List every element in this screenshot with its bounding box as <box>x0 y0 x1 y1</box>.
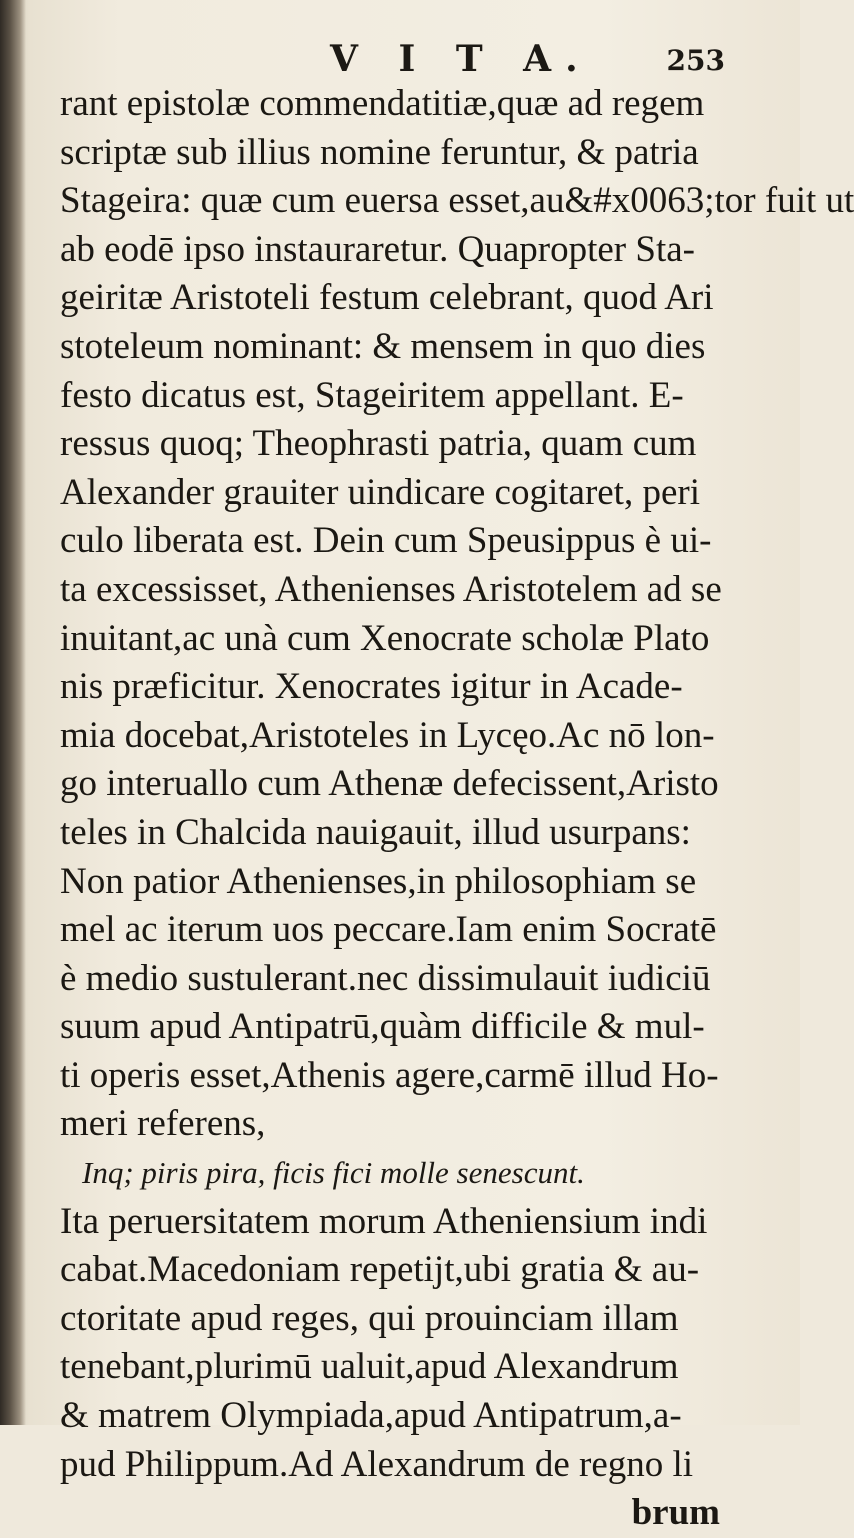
text-line: ta excessisset, Athenienses Aristotelem ad se <box>60 568 722 610</box>
text-line: stoteleum nominant: & mensem in quo dies <box>60 325 706 367</box>
text-line: nis præficitur. Xenocrates igitur in Acade- <box>60 666 683 708</box>
text-line: suum apud Antipatrū,quàm difficile & mul- <box>60 1006 705 1048</box>
text-line: meri referens, <box>60 1103 266 1145</box>
text-line: & matrem Olympiada,apud Antipatrum,a- <box>60 1395 682 1437</box>
text-line: go interuallo cum Athenæ defecissent,Aristo <box>60 763 719 805</box>
text-line: Non patior Athenienses,in philosophiam se <box>60 860 697 902</box>
text-line: è medio sustulerant.nec dissimulauit iudiciū <box>60 957 711 999</box>
text-line: mel ac iterum uos peccare.Iam enim Socratē <box>60 909 717 951</box>
text-line: Stageira: quæ cum euersa esset,au&#x0063;tor fuit ut <box>60 180 854 222</box>
text-line: ti operis esset,Athenis agere,carmē illud Ho- <box>60 1054 719 1096</box>
catchword: brum <box>631 1492 720 1534</box>
page-number: 253 <box>666 44 725 77</box>
text-line: tenebant,plurimū ualuit,apud Alexandrum <box>60 1346 679 1388</box>
text-line: mia docebat,Aristoteles in Lycęo.Ac nō lon- <box>60 714 715 756</box>
text-line: geiritæ Aristoteli festum celebrant, quod Ari <box>60 277 714 319</box>
text-line: rant epistolæ commendatitiæ,quæ ad regem <box>60 83 705 124</box>
text-line: festo dicatus est, Stageiritem appellant. E- <box>60 374 684 416</box>
text-line: scriptæ sub illius nomine feruntur, & patria <box>60 131 699 173</box>
text-line: cabat.Macedoniam repetijt,ubi gratia & au- <box>60 1249 700 1291</box>
text-line: ressus quoq; Theophrasti patria, quam cum <box>60 423 697 465</box>
binding-gutter <box>0 0 26 1425</box>
text-line: culo liberata est. Dein cum Speusippus è ui- <box>60 520 712 562</box>
text-line: Ita peruersitatem morum Atheniensium indi <box>60 1200 708 1242</box>
text-line: Alexander grauiter uindicare cogitaret, peri <box>60 471 700 513</box>
text-line: teles in Chalcida nauigauit, illud usurpans: <box>60 811 691 853</box>
body-text <box>60 80 854 1538</box>
text-line: pud Philippum.Ad Alexandrum de regno li <box>60 1443 694 1485</box>
text-line: ab eodē ipso instauraretur. Quapropter Sta- <box>60 228 695 270</box>
running-head: V I T A. <box>330 38 592 80</box>
verse-quotation: Inq; piris pira, ficis fici molle senescunt. <box>82 1155 585 1191</box>
text-line: inuitant,ac unà cum Xenocrate scholæ Plato <box>60 617 710 659</box>
text-line: ctoritate apud reges, qui prouinciam illam <box>60 1297 679 1339</box>
